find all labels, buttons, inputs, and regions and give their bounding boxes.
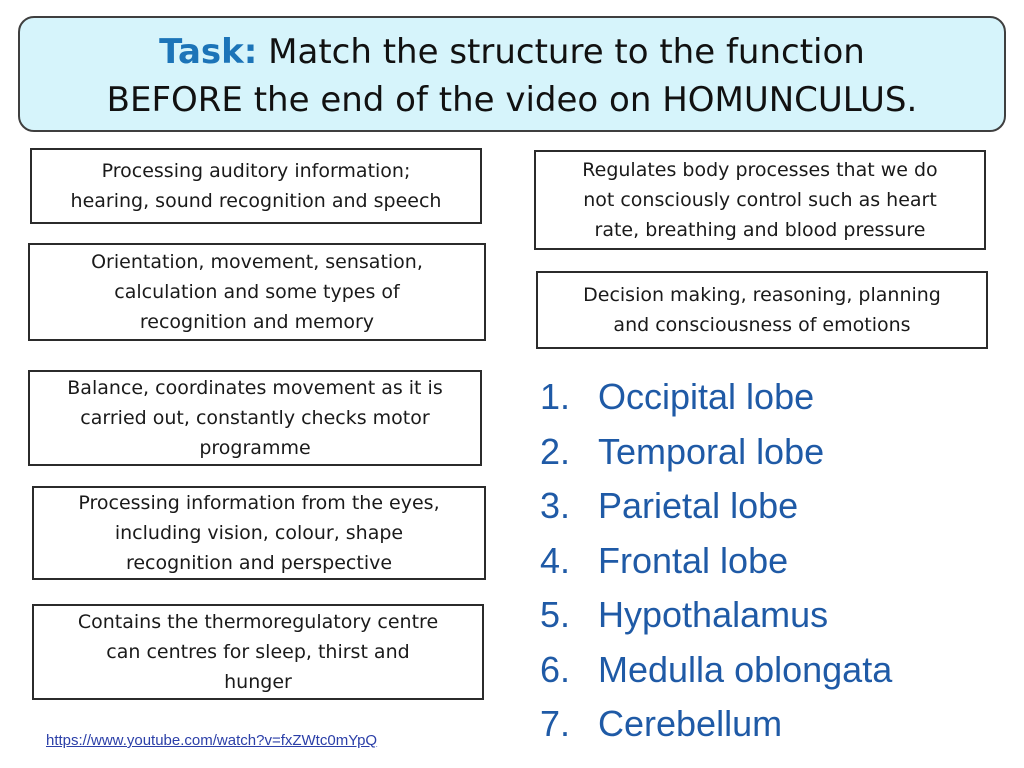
function-card-orientation[interactable] bbox=[28, 243, 486, 341]
function-text: Balance, coordinates movement as it is bbox=[67, 377, 443, 399]
structure-number: 7. bbox=[540, 703, 571, 744]
structure-label: Parietal lobe bbox=[598, 485, 799, 526]
task-label: Task: bbox=[159, 32, 258, 72]
video-link[interactable]: https://www.youtube.com/watch?v=fxZWtc0mYpQ bbox=[46, 732, 378, 749]
structure-item-temporal-lobe bbox=[540, 425, 892, 480]
function-card-auditory[interactable] bbox=[30, 148, 482, 224]
function-text: Processing auditory information; bbox=[101, 160, 411, 182]
function-text: recognition and perspective bbox=[125, 552, 393, 574]
function-card-balance[interactable] bbox=[28, 370, 482, 466]
structure-number: 3. bbox=[540, 485, 571, 526]
structure-number: 2. bbox=[540, 430, 571, 472]
brain-structure-list bbox=[540, 370, 892, 752]
structure-item-parietal-lobe bbox=[540, 479, 892, 534]
structure-label: Cerebellum bbox=[598, 703, 783, 744]
function-text: can centres for sleep, thirst and bbox=[106, 641, 410, 663]
function-text: recognition and memory bbox=[139, 311, 375, 333]
function-text: Orientation, movement, sensation, bbox=[91, 251, 423, 273]
function-text: hearing, sound recognition and speech bbox=[70, 190, 442, 212]
structure-item-cerebellum bbox=[540, 697, 892, 752]
structure-label: Medulla oblongata bbox=[598, 648, 893, 690]
function-text: calculation and some types of bbox=[114, 281, 400, 303]
function-card-vision[interactable] bbox=[32, 486, 486, 580]
function-card-decision-making[interactable] bbox=[536, 271, 988, 349]
task-line-1 bbox=[20, 28, 1004, 76]
function-text: not consciously control such as heart bbox=[583, 189, 937, 211]
structure-item-occipital-lobe bbox=[540, 370, 892, 425]
task-header bbox=[18, 16, 1006, 132]
function-text: and consciousness of emotions bbox=[613, 314, 911, 336]
structure-label: Occipital lobe bbox=[598, 376, 815, 417]
structure-item-medulla-oblongata bbox=[540, 643, 892, 698]
structure-item-hypothalamus bbox=[540, 588, 892, 643]
function-text: Decision making, reasoning, planning bbox=[583, 284, 941, 306]
structure-number: 6. bbox=[540, 648, 571, 690]
function-card-body-processes[interactable] bbox=[534, 150, 986, 250]
structure-label: Frontal lobe bbox=[598, 539, 789, 581]
function-text: Processing information from the eyes, bbox=[78, 492, 440, 514]
function-text: carried out, constantly checks motor bbox=[80, 407, 430, 429]
structure-number: 4. bbox=[540, 539, 571, 581]
function-text: rate, breathing and blood pressure bbox=[594, 219, 926, 241]
structure-label: Temporal lobe bbox=[598, 430, 825, 472]
function-text: Contains the thermoregulatory centre bbox=[77, 611, 439, 633]
task-line-2: BEFORE the end of the video on HOMUNCULUS. bbox=[106, 80, 918, 120]
function-text: hunger bbox=[224, 671, 292, 693]
function-card-thermoregulatory[interactable] bbox=[32, 604, 484, 700]
function-text: including vision, colour, shape bbox=[114, 522, 404, 544]
task-instruction: Match the structure to the function bbox=[268, 32, 865, 72]
function-text: programme bbox=[199, 437, 311, 459]
structure-item-frontal-lobe bbox=[540, 534, 892, 589]
structure-label: Hypothalamus bbox=[598, 594, 829, 635]
function-text: Regulates body processes that we do bbox=[582, 159, 938, 181]
structure-number: 1. bbox=[540, 376, 571, 417]
structure-number: 5. bbox=[540, 594, 571, 635]
